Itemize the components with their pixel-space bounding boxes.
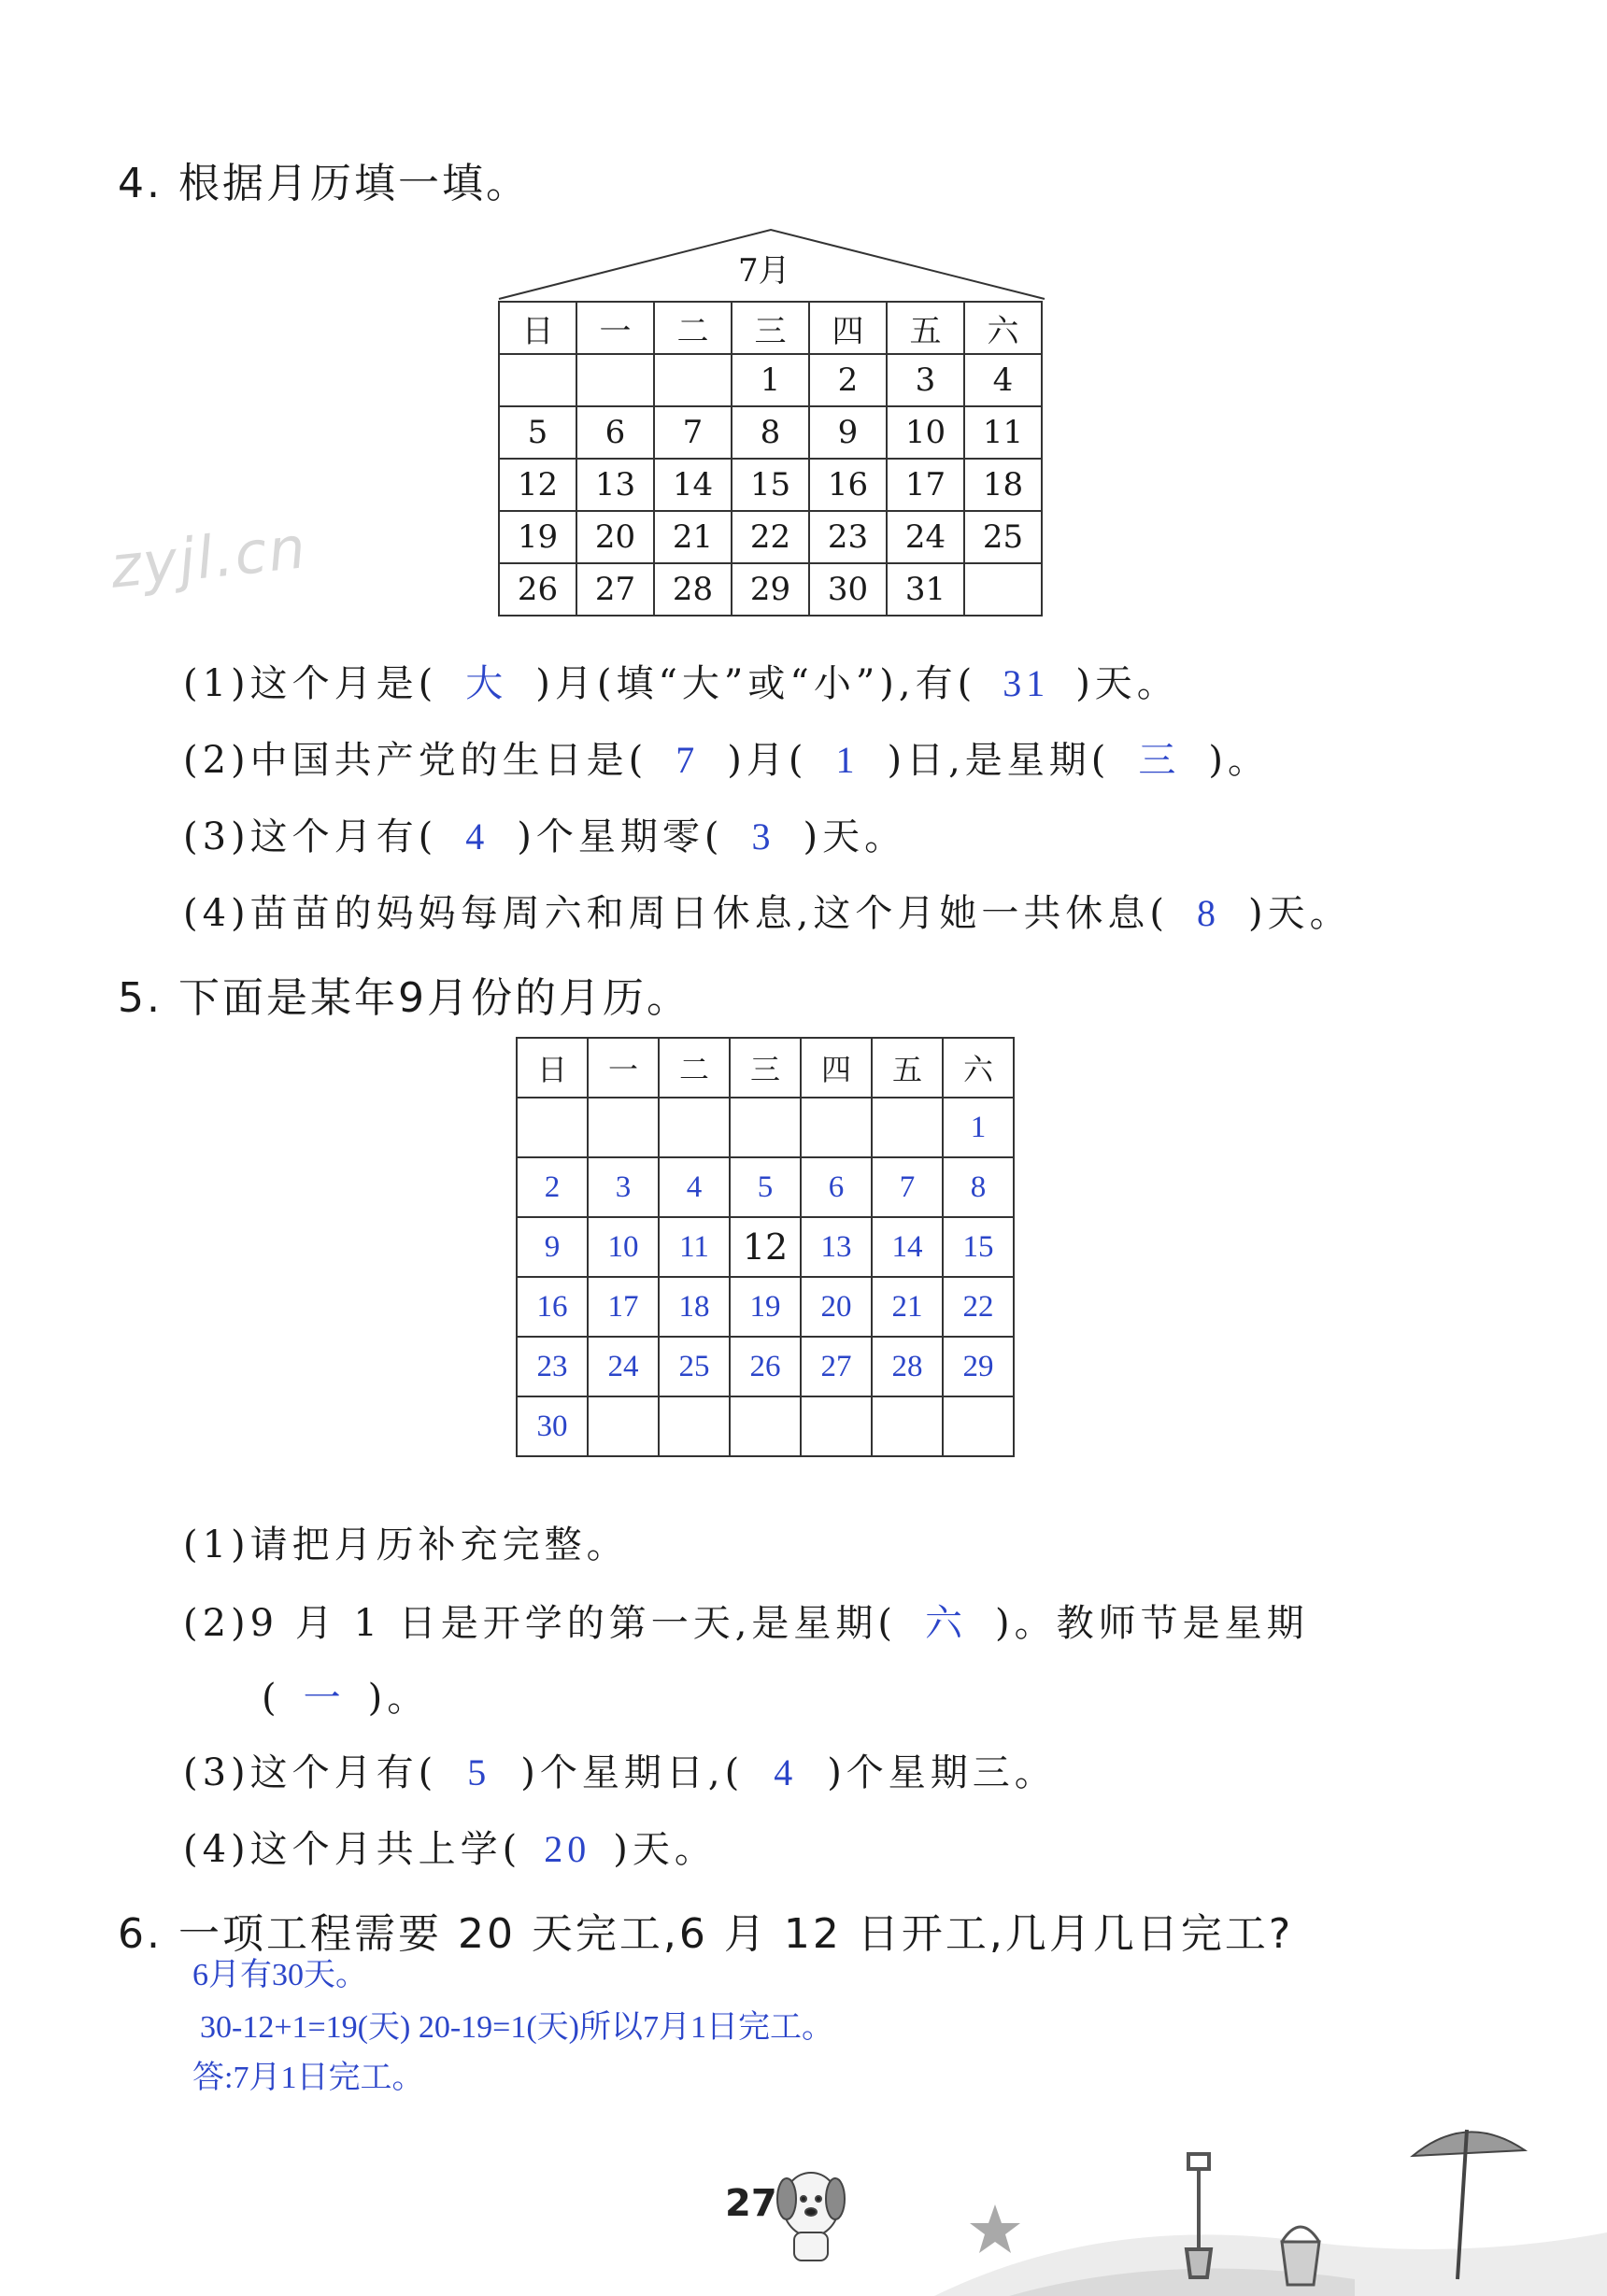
answer-blank: 3 bbox=[751, 815, 775, 857]
calendar-day-cell: 12 bbox=[730, 1217, 801, 1277]
starfish-icon bbox=[970, 2204, 1020, 2253]
watermark: zyjl.cn bbox=[107, 513, 311, 602]
calendar-day-cell: 8 bbox=[732, 406, 809, 459]
calendar-day-cell bbox=[654, 354, 732, 406]
calendar-day-cell: 28 bbox=[654, 563, 732, 616]
calendar-day-cell: 24 bbox=[588, 1337, 659, 1396]
weekday-header: 三 bbox=[732, 302, 809, 354]
answer-blank: 7 bbox=[676, 739, 700, 781]
question-6-title: 6. 一项工程需要 20 天完工,6 月 12 日开工,几月几日完工? bbox=[118, 1910, 1294, 1958]
weekday-header: 五 bbox=[872, 1038, 943, 1098]
calendar-day-cell: 20 bbox=[801, 1277, 872, 1337]
calendar-day-cell: 9 bbox=[809, 406, 887, 459]
weekday-header: 五 bbox=[887, 302, 964, 354]
calendar-week-row bbox=[517, 1157, 1014, 1217]
calendar-day-cell: 6 bbox=[576, 406, 654, 459]
calendar-day-cell bbox=[730, 1098, 801, 1157]
question-5-title: 5. 下面是某年9月份的月历。 bbox=[118, 974, 690, 1022]
q5-sentence-4: (4)这个月共上学( 20 )天。 bbox=[183, 1828, 717, 1871]
calendar-day-cell bbox=[576, 354, 654, 406]
calendar-day-cell: 5 bbox=[730, 1157, 801, 1217]
q4-sentence-3: (3)这个月有( 4 )个星期零( 3 )天。 bbox=[183, 815, 907, 858]
calendar-day-cell bbox=[659, 1098, 730, 1157]
page-number: 27 bbox=[725, 2182, 777, 2225]
calendar-day-cell: 7 bbox=[654, 406, 732, 459]
calendar-day-cell: 30 bbox=[517, 1396, 588, 1456]
calendar-day-cell: 11 bbox=[659, 1217, 730, 1277]
solution-line-3: 答:7月1日完工。 bbox=[192, 2061, 424, 2095]
weekday-header: 二 bbox=[654, 302, 732, 354]
q4-sentence-2: (2)中国共产党的生日是( 7 )月( 1 )日,是星期( 三 )。 bbox=[183, 739, 1271, 782]
calendar-day-cell: 13 bbox=[801, 1217, 872, 1277]
calendar-day-cell bbox=[588, 1098, 659, 1157]
weekday-header: 六 bbox=[943, 1038, 1014, 1098]
calendar-day-cell: 17 bbox=[887, 459, 964, 511]
calendar-day-cell: 30 bbox=[809, 563, 887, 616]
bucket-icon bbox=[1282, 2227, 1319, 2285]
calendar-day-cell bbox=[872, 1098, 943, 1157]
july-calendar bbox=[498, 301, 1043, 617]
weekday-header: 一 bbox=[576, 302, 654, 354]
calendar-day-cell: 4 bbox=[659, 1157, 730, 1217]
answer-blank: 六 bbox=[925, 1602, 968, 1644]
q5-sentence-1: (1)请把月历补充完整。 bbox=[183, 1524, 629, 1566]
calendar-day-cell: 31 bbox=[887, 563, 964, 616]
question-4-title: 4. 根据月历填一填。 bbox=[118, 160, 530, 207]
answer-blank: 8 bbox=[1196, 892, 1220, 934]
calendar-day-cell: 19 bbox=[499, 511, 576, 563]
calendar-day-cell: 18 bbox=[659, 1277, 730, 1337]
month-label: 7月 bbox=[738, 252, 790, 290]
weekday-header: 日 bbox=[499, 302, 576, 354]
calendar-week-row bbox=[499, 511, 1042, 563]
calendar-day-cell bbox=[964, 563, 1042, 616]
weekday-header: 六 bbox=[964, 302, 1042, 354]
calendar-day-cell: 13 bbox=[576, 459, 654, 511]
calendar-day-cell: 7 bbox=[872, 1157, 943, 1217]
answer-blank: 31 bbox=[1003, 662, 1050, 704]
calendar-day-cell bbox=[730, 1396, 801, 1456]
weekday-header: 三 bbox=[730, 1038, 801, 1098]
calendar-day-cell: 15 bbox=[732, 459, 809, 511]
calendar-day-cell: 26 bbox=[499, 563, 576, 616]
calendar-day-cell: 6 bbox=[801, 1157, 872, 1217]
calendar-day-cell bbox=[659, 1396, 730, 1456]
weekday-header: 日 bbox=[517, 1038, 588, 1098]
q4-sentence-1: (1)这个月是( 大 )月(填“大”或“小”),有( 31 )天。 bbox=[183, 662, 1179, 705]
calendar-day-cell: 27 bbox=[801, 1337, 872, 1396]
answer-blank: 一 bbox=[303, 1677, 346, 1719]
calendar-day-cell: 25 bbox=[659, 1337, 730, 1396]
weekday-header: 二 bbox=[659, 1038, 730, 1098]
calendar-day-cell: 3 bbox=[887, 354, 964, 406]
calendar-day-cell: 23 bbox=[809, 511, 887, 563]
answer-blank: 4 bbox=[465, 815, 490, 857]
calendar-week-row bbox=[517, 1098, 1014, 1157]
calendar-day-cell: 19 bbox=[730, 1277, 801, 1337]
calendar-week-row bbox=[517, 1396, 1014, 1456]
answer-blank: 大 bbox=[465, 662, 508, 704]
calendar-day-cell: 17 bbox=[588, 1277, 659, 1337]
calendar-day-cell: 28 bbox=[872, 1337, 943, 1396]
calendar-day-cell: 10 bbox=[588, 1217, 659, 1277]
solution-line-1: 6月有30天。 bbox=[192, 1958, 367, 1992]
calendar-day-cell bbox=[943, 1396, 1014, 1456]
calendar-day-cell: 3 bbox=[588, 1157, 659, 1217]
calendar-day-cell: 20 bbox=[576, 511, 654, 563]
calendar-week-row bbox=[499, 563, 1042, 616]
calendar-day-cell: 8 bbox=[943, 1157, 1014, 1217]
calendar-week-row bbox=[517, 1337, 1014, 1396]
calendar-week-row bbox=[499, 459, 1042, 511]
answer-blank: 三 bbox=[1138, 739, 1181, 781]
calendar-day-cell bbox=[801, 1098, 872, 1157]
calendar-day-cell: 22 bbox=[732, 511, 809, 563]
calendar-day-cell: 14 bbox=[872, 1217, 943, 1277]
calendar-week-row bbox=[499, 354, 1042, 406]
calendar-day-cell: 11 bbox=[964, 406, 1042, 459]
calendar-day-cell: 27 bbox=[576, 563, 654, 616]
calendar-day-cell: 2 bbox=[517, 1157, 588, 1217]
calendar-day-cell: 29 bbox=[732, 563, 809, 616]
calendar-day-cell: 10 bbox=[887, 406, 964, 459]
answer-blank: 5 bbox=[467, 1751, 491, 1793]
q5-sentence-3: (3)这个月有( 5 )个星期日,( 4 )个星期三。 bbox=[183, 1751, 1057, 1794]
answer-blank: 4 bbox=[774, 1751, 798, 1793]
calendar-day-cell: 4 bbox=[964, 354, 1042, 406]
calendar-day-cell: 1 bbox=[943, 1098, 1014, 1157]
puppy-icon bbox=[777, 2173, 845, 2261]
calendar-day-cell: 16 bbox=[517, 1277, 588, 1337]
calendar-week-row bbox=[499, 406, 1042, 459]
solution-line-2: 30-12+1=19(天) 20-19=1(天)所以7月1日完工。 bbox=[200, 2010, 833, 2045]
calendar-day-cell: 21 bbox=[872, 1277, 943, 1337]
calendar-day-cell: 24 bbox=[887, 511, 964, 563]
calendar-day-cell: 21 bbox=[654, 511, 732, 563]
calendar-day-cell bbox=[588, 1396, 659, 1456]
calendar-week-row bbox=[517, 1217, 1014, 1277]
weekday-header: 四 bbox=[801, 1038, 872, 1098]
calendar-day-cell: 23 bbox=[517, 1337, 588, 1396]
q5-sentence-2-cont: ( 一 )。 bbox=[262, 1677, 430, 1720]
calendar-day-cell: 2 bbox=[809, 354, 887, 406]
q5-sentence-2: (2)9 月 1 日是开学的第一天,是星期( 六 )。教师节是星期 bbox=[183, 1602, 1309, 1645]
weekday-header: 一 bbox=[588, 1038, 659, 1098]
q4-sentence-4: (4)苗苗的妈妈每周六和周日休息,这个月她一共休息( 8 )天。 bbox=[183, 892, 1352, 935]
calendar-day-cell: 1 bbox=[732, 354, 809, 406]
weekday-header: 四 bbox=[809, 302, 887, 354]
calendar-day-cell bbox=[872, 1396, 943, 1456]
september-calendar bbox=[516, 1037, 1015, 1457]
calendar-day-cell bbox=[499, 354, 576, 406]
calendar-day-cell: 25 bbox=[964, 511, 1042, 563]
calendar-day-cell: 12 bbox=[499, 459, 576, 511]
shovel-icon bbox=[1187, 2154, 1211, 2277]
calendar-day-cell: 5 bbox=[499, 406, 576, 459]
calendar-day-cell: 16 bbox=[809, 459, 887, 511]
calendar-day-cell: 22 bbox=[943, 1277, 1014, 1337]
calendar-day-cell: 15 bbox=[943, 1217, 1014, 1277]
answer-blank: 20 bbox=[544, 1828, 591, 1870]
calendar-day-cell: 18 bbox=[964, 459, 1042, 511]
calendar-day-cell: 26 bbox=[730, 1337, 801, 1396]
footer-beach-illustration bbox=[0, 2102, 1607, 2296]
calendar-week-row bbox=[517, 1277, 1014, 1337]
calendar-day-cell: 14 bbox=[654, 459, 732, 511]
calendar-day-cell: 9 bbox=[517, 1217, 588, 1277]
calendar-day-cell bbox=[801, 1396, 872, 1456]
calendar-day-cell bbox=[517, 1098, 588, 1157]
answer-blank: 1 bbox=[835, 739, 860, 781]
calendar-day-cell: 29 bbox=[943, 1337, 1014, 1396]
